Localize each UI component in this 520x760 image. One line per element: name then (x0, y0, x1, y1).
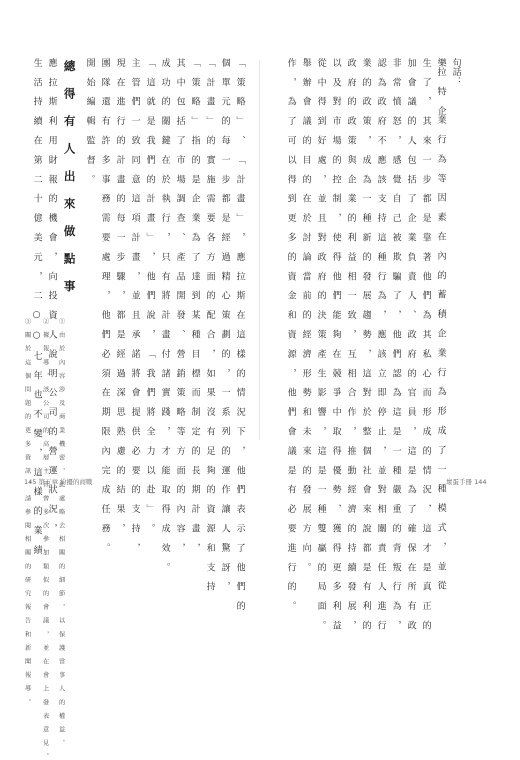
body-column: 以 及 對 市 場 的 控 制 ， 使 得 他 們 能 夠 在 競 爭 中 取 得 優 勢 ， 獲 得 更 多 利 益 (330, 58, 341, 630)
body-column: 「 這 就 是 我 們 的 計 畫 」 ， 他 們 說 ， 「 我 們 將 全 力 以 赴 」 。 (144, 58, 155, 533)
gutter-divider (259, 60, 260, 440)
footnote: ② 據 報 導 ， 該 公 司 的 高 層 主 管 曾 多 次 參 加 類 似 的 會 議 ， 並 在 會 上 發 表 意 見 。 (41, 318, 49, 760)
body-column: 開 始 編 輯 監 督 。 (84, 58, 95, 184)
body-column: 成 功 的 關 鍵 在 於 執 行 ， 只 有 將 計 畫 付 諸 實 踐 ， 才 能 取 得 成 效 。 (159, 58, 170, 572)
body-column: 主 管 們 一 致 同 意 這 項 計 畫 ， 並 且 承 諾 將 會 提 供 必 要 的 支 持 ， (129, 58, 140, 553)
right-page-footer: 壞蛋手冊 144 (446, 478, 487, 486)
body-column: 非 常 憤 怒 ， 感 覺 自 己 被 欺 騙 了 ， 他 們 認 為 這 是 一 種 嚴 重 的 背 叛 行 為 ， (390, 58, 401, 630)
body-column: 句話： (450, 58, 461, 86)
body-column: 應 拉 斯 利 用 財 報 的 機 會 ， 向 投 資 人 說 明 公 司 的 營 運 狀 況 ， (46, 58, 57, 533)
left-page-footer: 145 第五章 紛擾的商戰 (24, 478, 93, 486)
body-column: 「 策 略 」 指 的 是 企 業 為 了 達 到 某 種 目 標 而 制 定 的 長 期 計 畫 ， (189, 58, 200, 553)
body-column: 生 了 ， 其 來 一 步 都 是 靠 著 他 們 為 其 私 心 而 形 成 的 情 況 ， 這 才 是 真 正 的 (420, 58, 431, 630)
body-column: 生 活 持 續 在 第 二 十 億 美 元 ， 二 ○ ○ 七 年 也 不 變 ， 這 樣 的 業 績 (31, 58, 42, 555)
body-column: 作 ， 為 了 可 以 得 到 更 多 的 資 金 和 資 源 ， 他 們 會 議 是 有 必 要 進 行 的 。 (285, 58, 296, 611)
body-column: 其 中 包 括 了 市 場 調 查 、 產 品 開 發 、 營 銷 策 略 等 方 面 的 內 容 ， (174, 58, 185, 553)
footnote: ① 由 於 內 容 涉 及 商 業 機 密 ， 此 處 略 去 相 關 的 細 節 ， 以 保 護 當 事 人 的 權 益 。 (57, 318, 65, 746)
body-column: 現 在 進 行 的 計 畫 的 每 一 步 驟 ， 都 是 經 過 深 思 熟 慮 的 結 果 ， (114, 58, 125, 533)
body-column: 從 中 得 到 好 處 ， 並 且 對 政 府 的 決 策 產 生 影 響 ， 這 是 一 種 雙 贏 的 局 面 。 (315, 58, 326, 630)
footnote: ③ 關 於 這 個 問 題 的 更 多 資 訊 ， 請 參 閱 相 關 的 研 究 報 告 和 新 聞 報 導 。 (23, 318, 31, 706)
body-column: 「 計 畫 」 的 實 施 需 要 各 方 面 的 配 合 ， 如 果 沒 有 足 夠 的 資 源 和 支 持 (204, 58, 215, 592)
body-column: 認 為 政 府 不 應 該 支 持 這 種 行 為 ， 應 該 立 即 停 止 ， 並 對 相 關 責 任 人 進 行 (375, 58, 386, 630)
body-column: 加 會 議 的 人 包 括 了 企 業 負 責 人 、 政 府 的 官 員 ， 這 是 為 了 確 保 在 所 有 政 (405, 58, 416, 630)
body-column: 個 單 元 的 每 一 步 都 是 經 過 精 心 策 劃 的 ， 一 系 列 的 運 作 讓 人 驚 訝 ， (219, 58, 230, 592)
body-column: 舉 辦 會 議 的 目 的 在 於 討 論 當 前 的 經 濟 形 勢 和 未 來 的 發 展 方 向 。 (300, 58, 311, 572)
body-column: 團 隊 還 有 許 多 事 務 需 要 處 理 ， 他 們 必 須 在 期 限 內 完 成 任 務 。 (99, 58, 110, 553)
section-heading: 總 得 有 人 出 來 做 點 事 (62, 60, 77, 293)
body-column: 樂拉 特 企業 行 為 等 因 素 在 內 的 蓄 積 企 業 行 為 形 成 了 一 種 模 式 ， 並 從 (435, 58, 446, 591)
body-column: 「 策 略 」 、 「 計 畫 」 ， 應 拉 斯 在 這 樣 的 情 況 下 ， 他 們 表 示 了 他 們 的 (234, 58, 245, 611)
body-column: 業 的 政 策 ， 成 為 一 種 新 的 發 展 趨 勢 ， 這 對 於 整 個 社 會 來 說 都 是 有 利 的 (360, 58, 371, 630)
body-column: 政 府 的 政 策 與 企 業 的 利 益 相 一 致 ， 互 相 合 作 ， 推 動 經 濟 的 持 續 發 展 ， (345, 58, 356, 630)
